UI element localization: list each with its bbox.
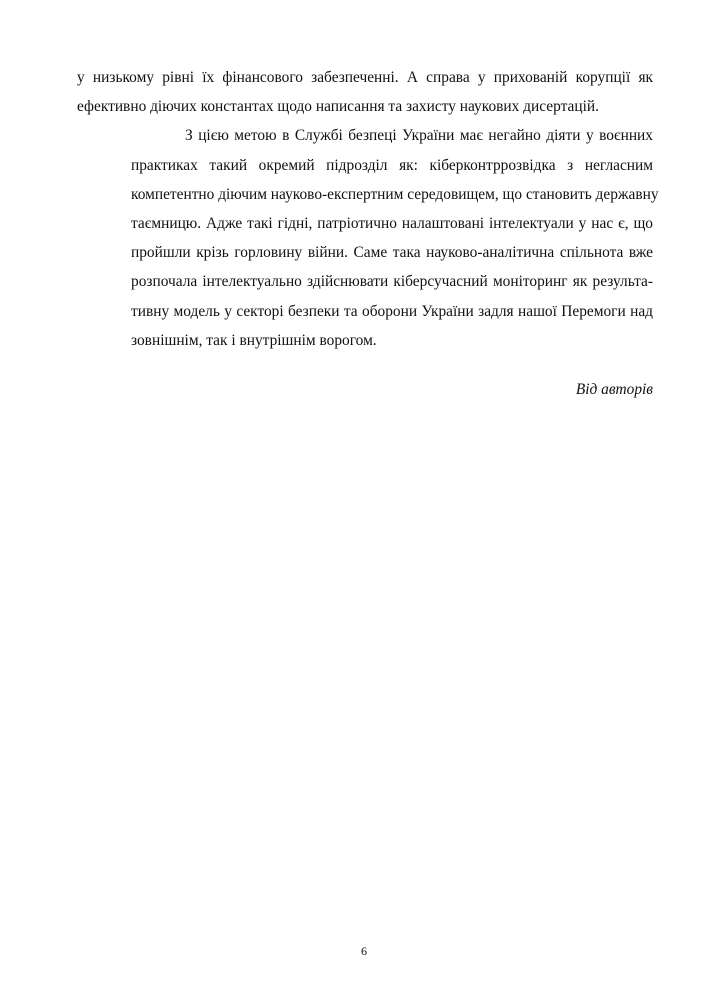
text-line: практиках такий окремий підрозділ як: кіберконтррозвідка з негласним [131,156,653,174]
text-line: у низькому рівні їх фінансового забезпеченні. А справа у прихованій корупції як [77,69,653,86]
text-line: З цією метою в Службі безпеці України має негайно діяти у воєнних [185,127,653,145]
paragraph-continued [77,63,653,121]
paragraph-main [77,121,659,355]
text-line: розпочала інтелектуально здійснювати кіберсучасний моніторинг як результа- [131,273,653,291]
text-line: таємницю. Адже такі гідні, патріотично налаштовані інтелектуали у нас є, що [131,215,653,233]
text-line: зовнішнім, так і внутрішнім ворогом. [131,331,377,349]
text-line: тивну модель у секторі безпеки та оборони України задля нашої Перемоги над [131,302,653,320]
text-line: ефективно діючих константах щодо написання та захисту наукових дисертацій. [77,98,599,116]
text-line: компетентно діючим науково-експертним середовищем, що становить державну [131,185,659,203]
signature: Від авторів [575,381,653,398]
page-number: 6 [361,944,367,958]
text-line: пройшли крізь горловину війни. Саме така науково-аналітична спільнота вже [131,244,653,262]
body-text [77,63,659,355]
